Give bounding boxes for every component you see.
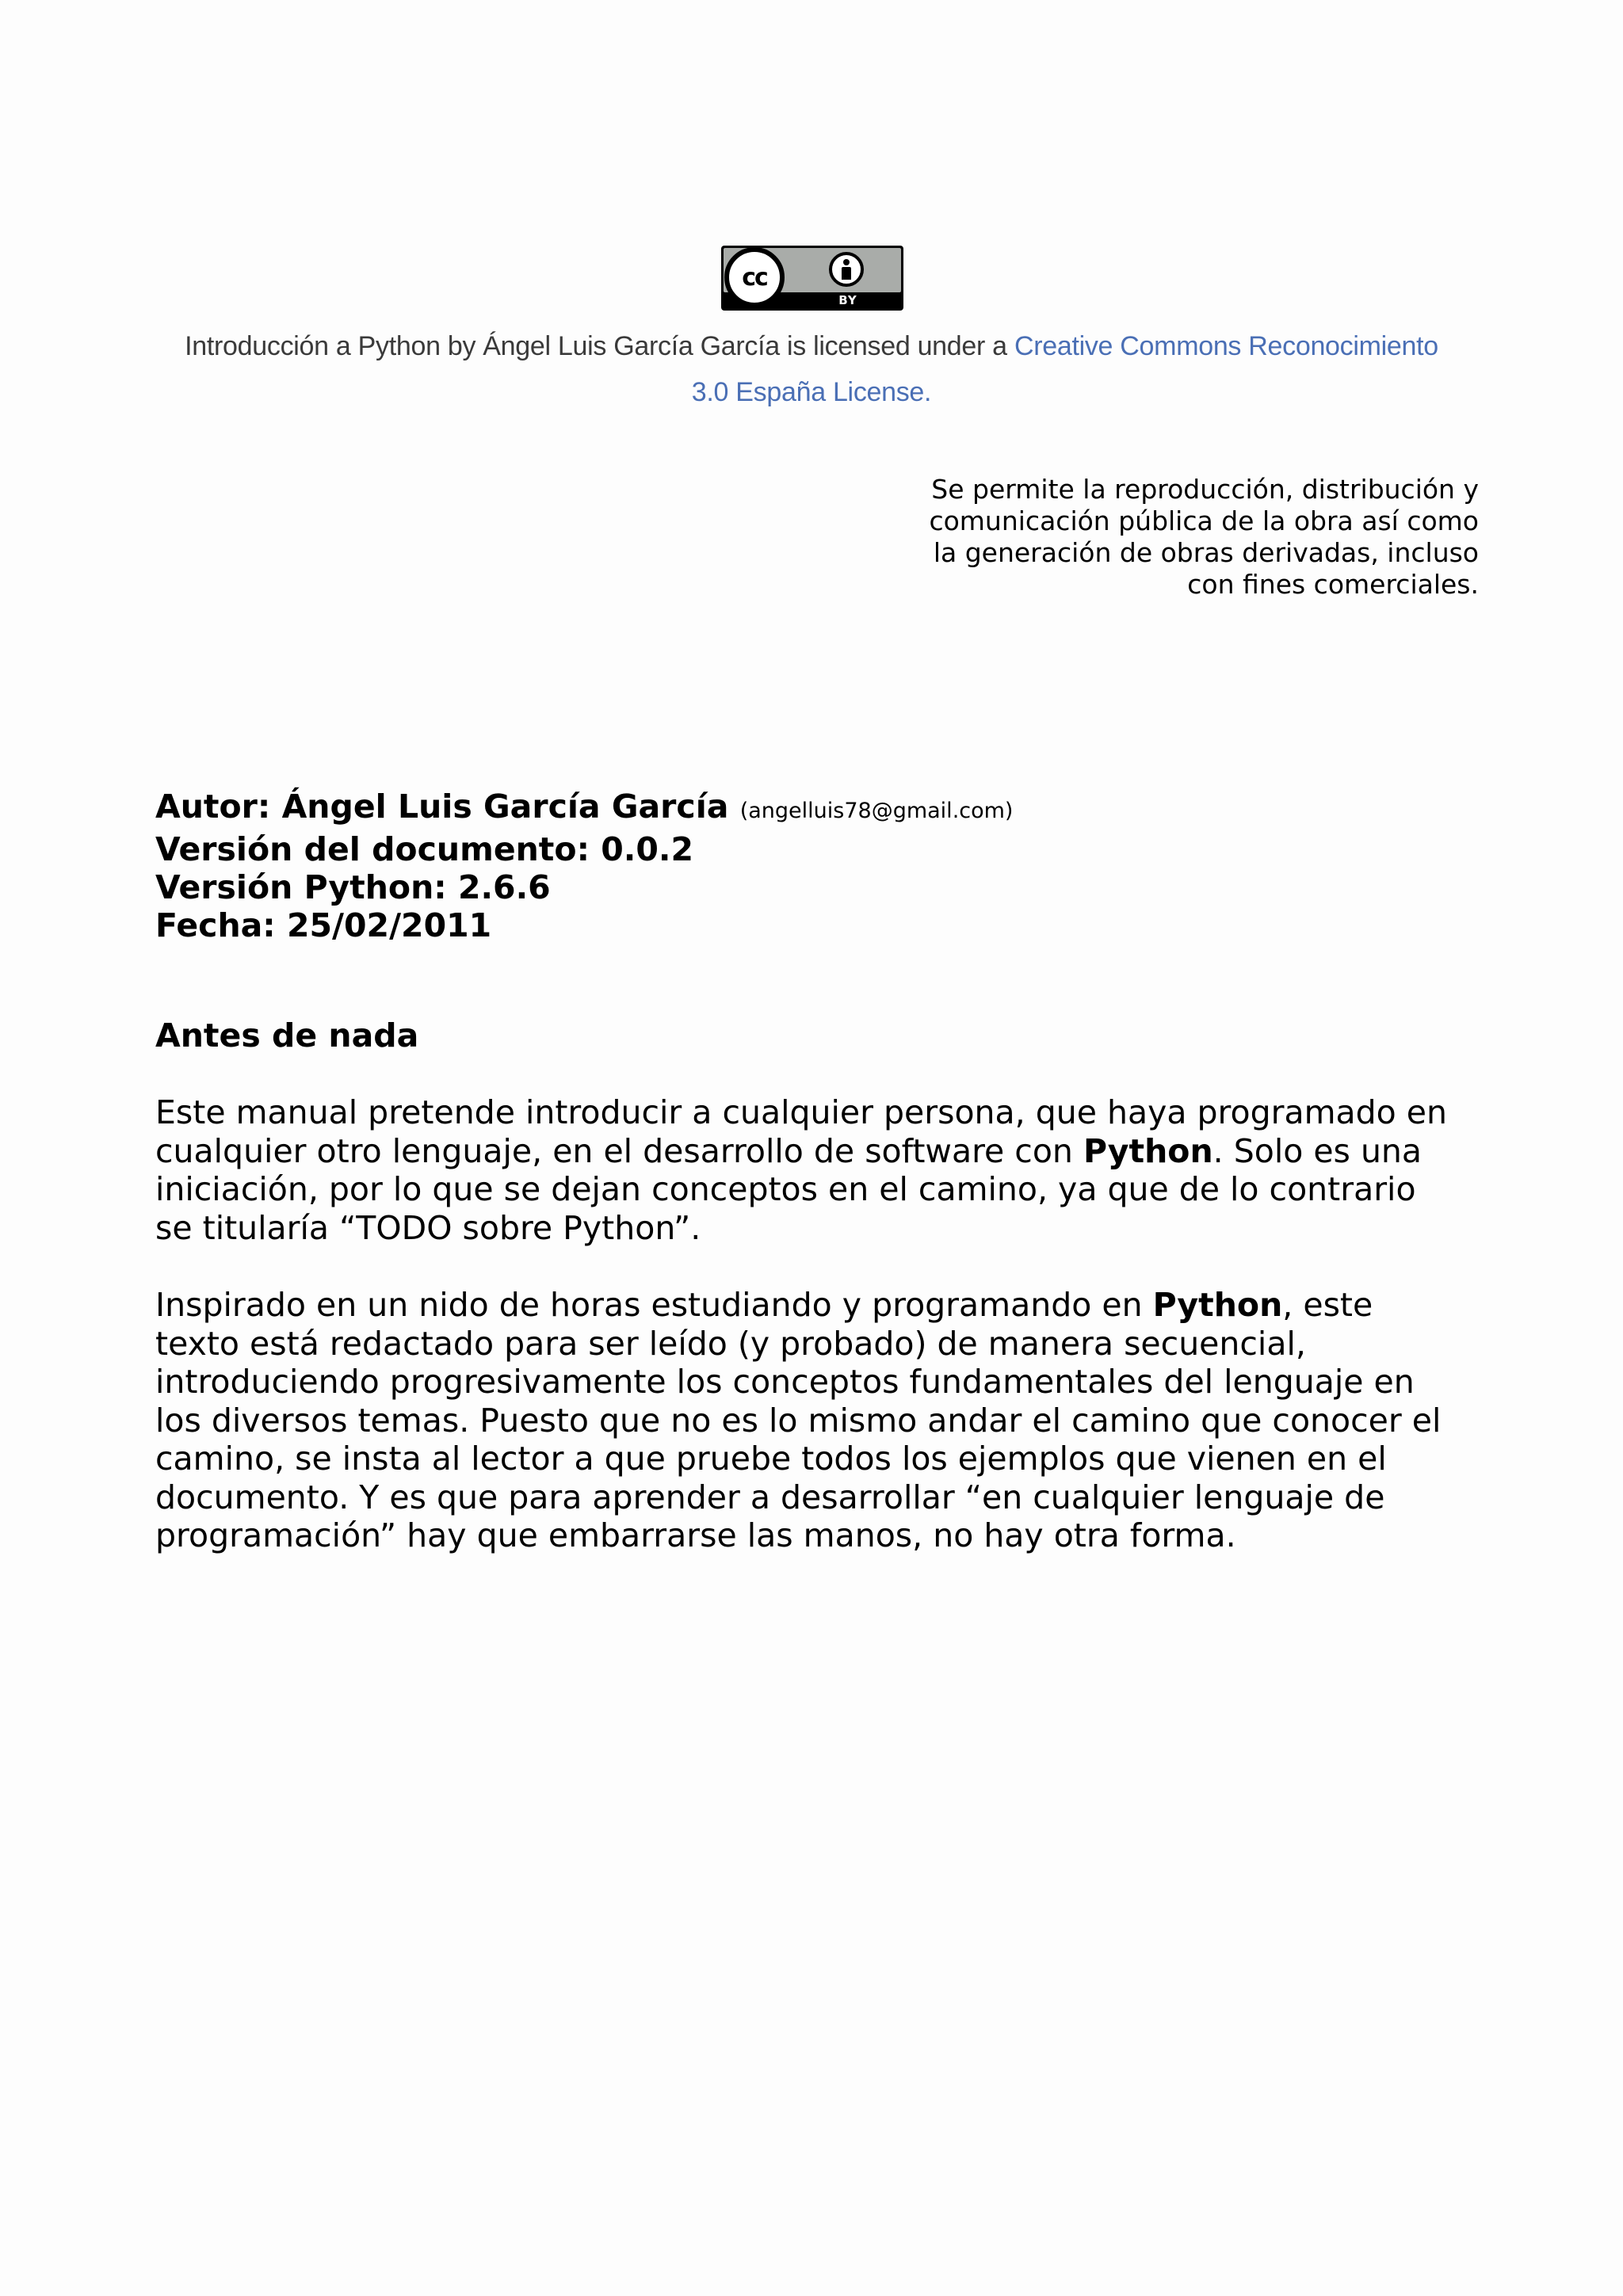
paragraph-intro	[155, 1093, 1503, 1247]
cc-icon	[724, 247, 785, 307]
by-label: BY	[838, 293, 857, 307]
permission-line: comunicación pública de la obra así como	[929, 505, 1479, 536]
document-date: Fecha: 25/02/2011	[155, 906, 492, 944]
paragraph-line: los diversos temas. Puesto que no es lo mismo andar el camino que conocer el	[155, 1401, 1442, 1440]
python-emphasis: Python	[1152, 1286, 1283, 1324]
paragraph-line: Inspirado en un nido de horas estudiando y programando en Python, este	[155, 1286, 1373, 1324]
attribution-person-icon	[829, 252, 864, 287]
paragraph-line: iniciación, por lo que se dejan conceptos en el camino, ya que de lo contrario	[155, 1170, 1416, 1208]
section-heading: Antes de nada	[155, 1016, 419, 1055]
author-email: (angelluis78@gmail.com)	[739, 799, 1014, 823]
paragraph-line: camino, se insta al lector a que pruebe todos los ejemplos que vienen en el	[155, 1440, 1387, 1478]
permission-line: con fines comerciales.	[1187, 569, 1479, 600]
paragraph-line: introduciendo progresivamente los conceptos fundamentales del lenguaje en	[155, 1363, 1415, 1401]
license-link-part-1[interactable]: Creative Commons Reconocimiento	[1014, 331, 1438, 361]
cc-by-license-badge[interactable]	[721, 246, 903, 311]
permission-note	[845, 474, 1479, 601]
license-link-part-2[interactable]: 3.0 España License.	[691, 377, 932, 407]
paragraph-approach	[155, 1286, 1503, 1555]
author: Autor: Ángel Luis García García	[155, 788, 729, 826]
paragraph-line: cualquier otro lenguaje, en el desarrollo de software con Python. Solo es una	[155, 1131, 1423, 1170]
author-line	[155, 788, 1013, 830]
permission-line: la generación de obras derivadas, incluso	[933, 537, 1479, 568]
permission-line: Se permite la reproducción, distribución y	[931, 474, 1479, 505]
license-line-2	[0, 377, 1623, 408]
document-metadata	[155, 788, 1013, 944]
paragraph-line: se titularía “TODO sobre Python”.	[155, 1208, 701, 1247]
paragraph-line: Este manual pretende introducir a cualquier persona, que haya programado en	[155, 1093, 1448, 1131]
document-version: Versión del documento: 0.0.2	[155, 830, 693, 868]
python-version: Versión Python: 2.6.6	[155, 868, 551, 906]
paragraph-line: documento. Y es que para aprender a desarrollar “en cualquier lenguaje de	[155, 1478, 1385, 1516]
paragraph-line: texto está redactado para ser leído (y probado) de manera secuencial,	[155, 1324, 1306, 1363]
paragraph-line: programación” hay que embarrarse las manos, no hay otra forma.	[155, 1516, 1236, 1554]
cc-icon-text: cc	[742, 263, 767, 292]
python-emphasis: Python	[1083, 1131, 1213, 1170]
license-line-1	[0, 331, 1623, 362]
license-text: Introducción a Python by Ángel Luis García García is licensed under a	[185, 331, 1014, 361]
